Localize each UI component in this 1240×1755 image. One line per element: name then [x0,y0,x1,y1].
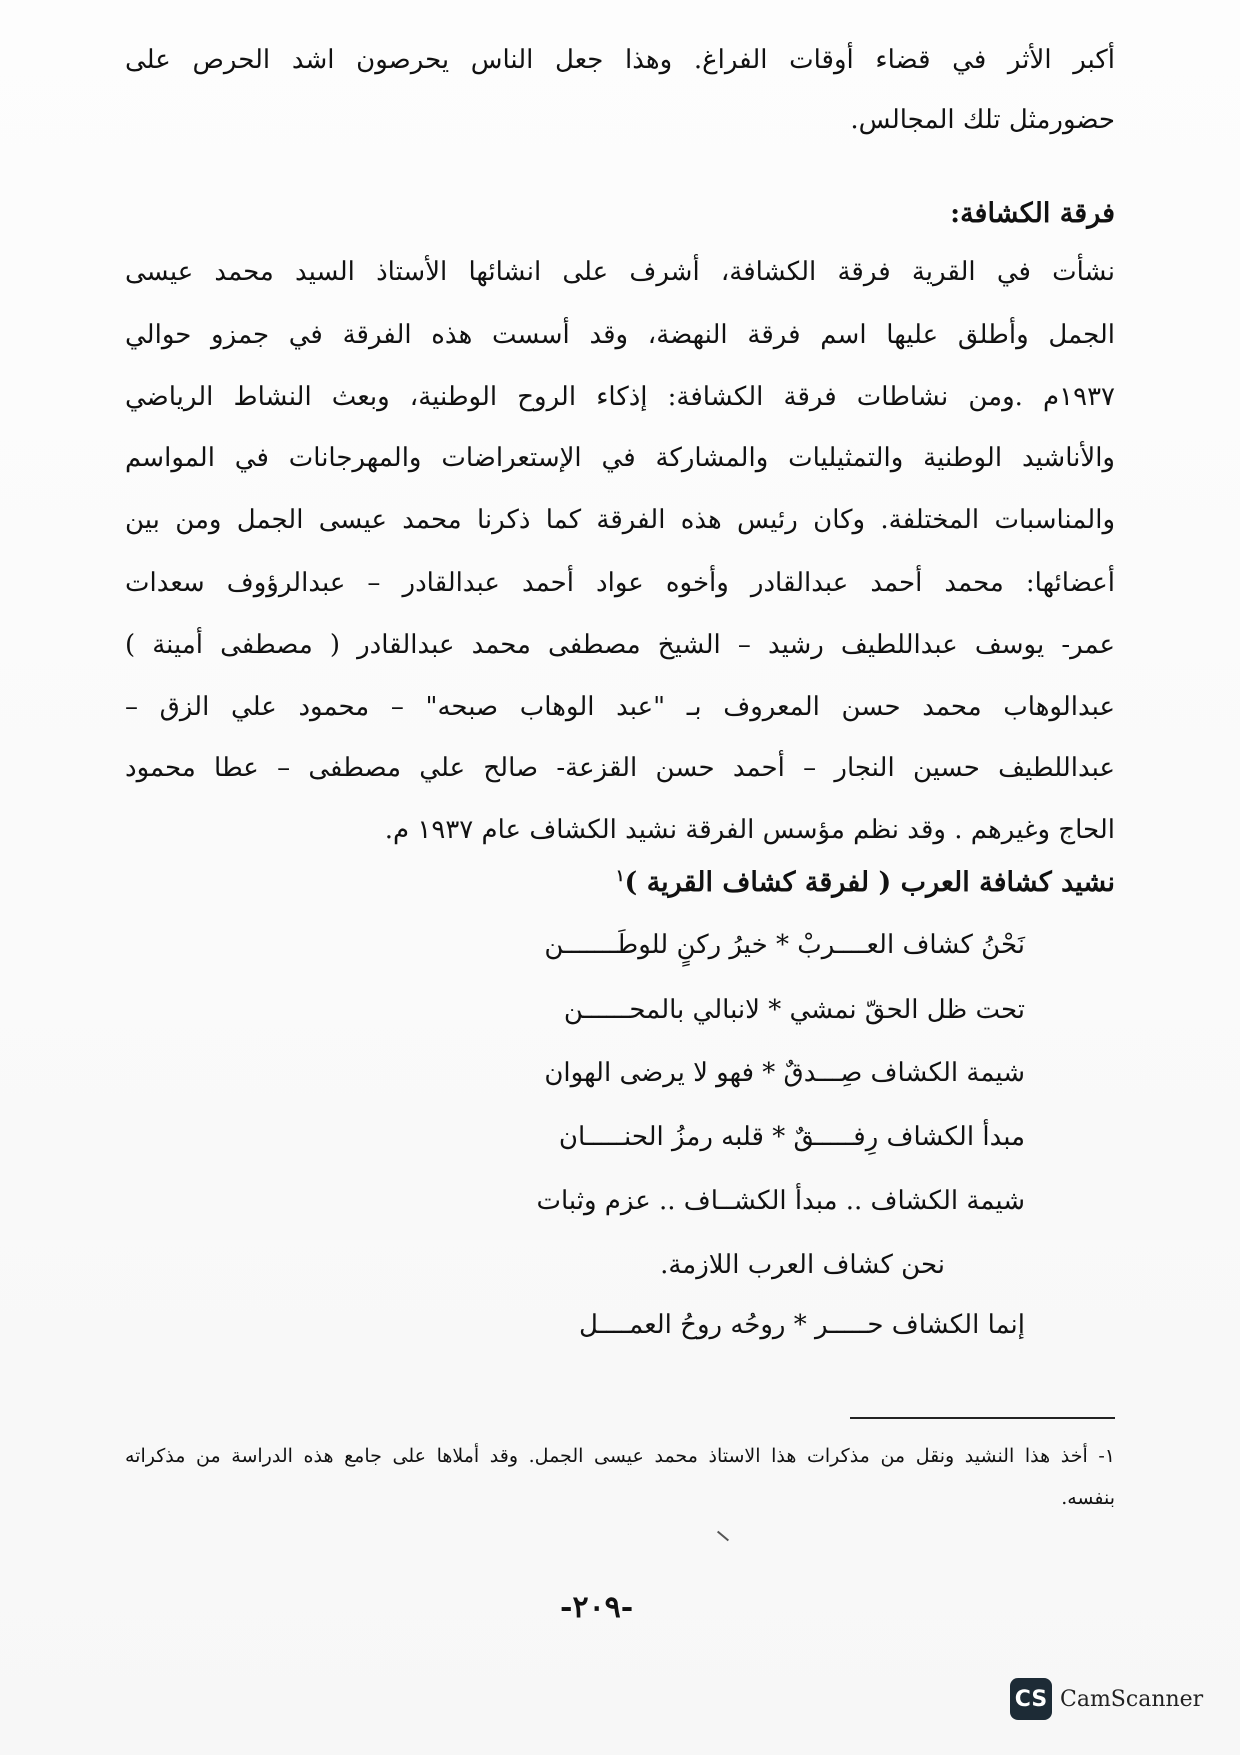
camscanner-watermark [1010,1678,1203,1720]
poem-line-1: نَحْنُ كشاف العــــربْ * خيرُ ركنٍ للوطَـــــــن [544,930,1025,960]
anthem-title [616,866,1115,899]
footnote-divider [850,1417,1115,1419]
footnote-line-1: ١- أخذ هذا النشيد ونقل من مذكرات هذا الاستاذ محمد عيسى الجمل. وقد أملاها على جامع هذه الدراسة من مذكراته [125,1445,1115,1467]
intro-line-1: أكبر الأثر في قضاء أوقات الفراغ. وهذا جعل الناس يحرصون اشد الحرص على [125,45,1115,75]
footnote-line-2: بنفسه. [1061,1487,1115,1509]
body-line-1: نشأت في القرية فرقة الكشافة، أشرف على انشائها الأستاذ السيد محمد عيسى [125,257,1115,287]
scan-mark [717,1531,729,1542]
body-line-10: الحاج وغيرهم . وقد نظم مؤسس الفرقة نشيد الكشاف عام ١٩٣٧ م. [384,815,1115,845]
footnote-marker: ١ [615,866,625,885]
poem-line-2: تحت ظل الحقّ نمشي * لانبالي بالمحــــــن [563,995,1025,1025]
body-line-4: والأناشيد الوطنية والتمثيليات والمشاركة في الإستعراضات والمهرجانات في المواسم [125,443,1115,473]
body-line-3: ١٩٣٧م .ومن نشاطات فرقة الكشافة: إذكاء الروح الوطنية، وبعث النشاط الرياضي [125,382,1115,412]
poem-line-6: نحن كشاف العرب اللازمة. [660,1250,945,1280]
body-line-2: الجمل وأطلق عليها اسم فرقة النهضة، وقد أسست هذه الفرقة في جمزو حوالي [125,320,1115,350]
poem-line-7: إنما الكشاف حـــــر * روحُه روحُ العمــــل [579,1310,1025,1340]
camscanner-label: CamScanner [1060,1686,1204,1712]
poem-line-4: مبدأ الكشاف رِفـــــقٌ * قلبه رمزُ الحنـــــان [558,1122,1025,1152]
body-line-6: أعضائها: محمد أحمد عبدالقادر وأخوه عواد أحمد عبدالقادر – عبدالرؤوف سعدات [125,568,1116,598]
camscanner-logo-icon: CS [1010,1678,1052,1720]
body-line-9: عبداللطيف حسين النجار – أحمد حسن القزعة- صالح علي مصطفى – عطا محمود [125,753,1115,783]
poem-line-5: شيمة الكشاف .. مبدأ الكشــاف .. عزم وثبات [536,1186,1025,1216]
page-number: -٢٠٩- [560,1590,634,1625]
body-line-8: عبدالوهاب محمد حسن المعروف بـ "عبد الوهاب صبحه" – محمود علي الزق – [125,692,1115,722]
body-line-7: عمر- يوسف عبداللطيف رشيد – الشيخ مصطفى محمد عبدالقادر ( مصطفى أمينة ) [125,630,1115,660]
section-heading: فرقة الكشافة: [950,198,1115,229]
intro-line-2: حضورمثل تلك المجالس. [850,105,1115,135]
poem-line-3: شيمة الكشاف صِـــدقٌ * فهو لا يرضى الهوان [544,1058,1025,1088]
body-line-5: والمناسبات المختلفة. وكان رئيس هذه الفرقة كما ذكرنا محمد عيسى الجمل ومن بين [125,505,1115,535]
anthem-title-text: نشيد كشافة العرب ( لفرقة كشاف القرية ) [624,867,1115,898]
